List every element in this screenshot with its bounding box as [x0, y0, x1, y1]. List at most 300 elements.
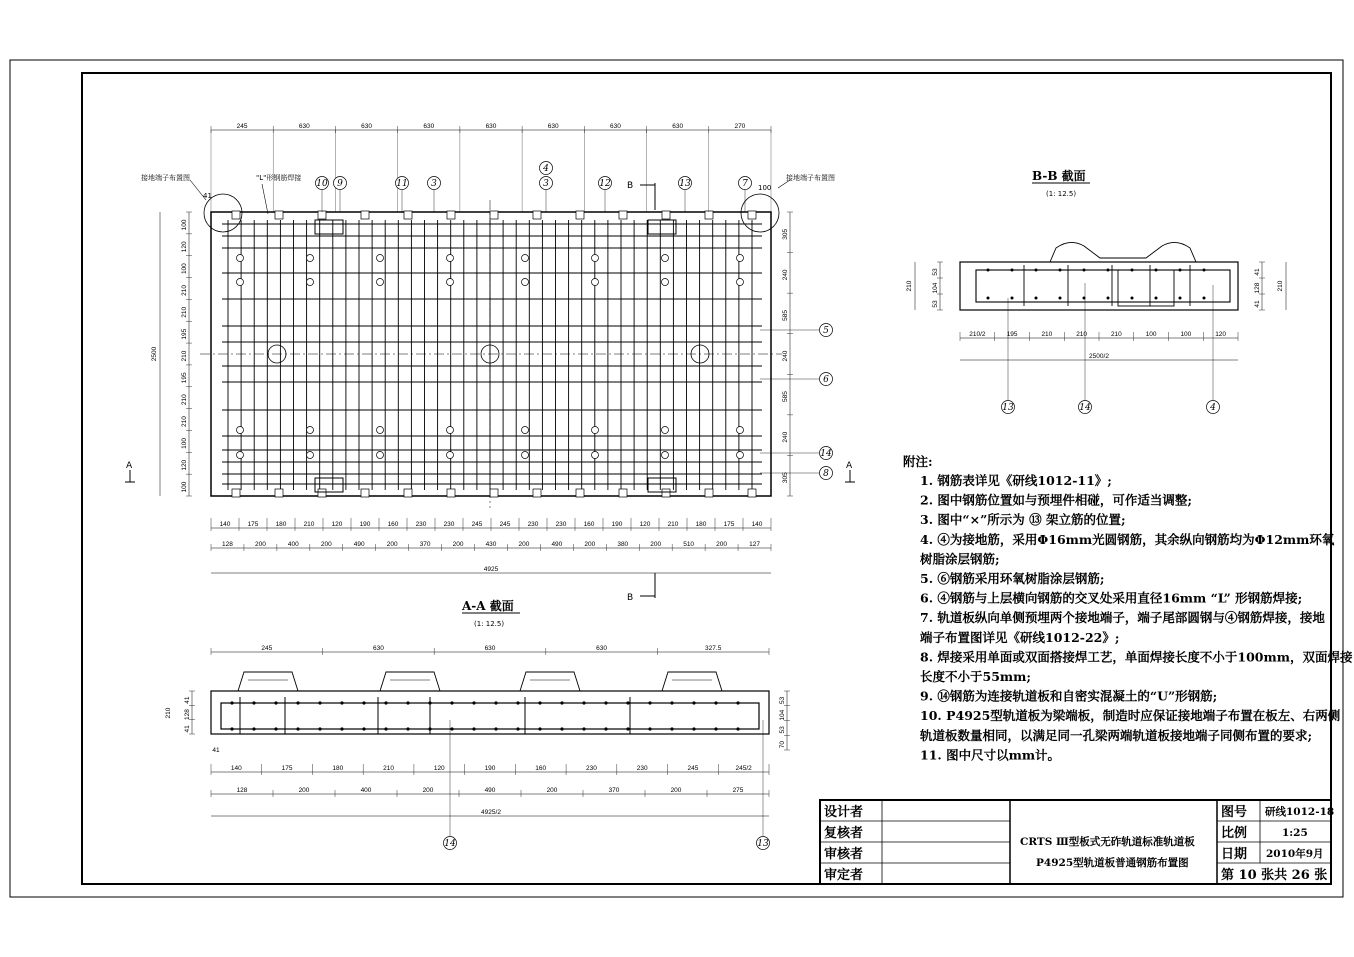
bar-marker-12: 12 — [599, 179, 611, 189]
dim-label: 210 — [181, 306, 188, 318]
dim-label: 175 — [723, 521, 735, 528]
dim-label: 630 — [361, 123, 372, 130]
dim-label: 585 — [782, 391, 789, 403]
dim-label: 120 — [181, 459, 188, 471]
anchor-sleeve — [307, 279, 314, 286]
rebar-dot — [406, 701, 409, 704]
section-bb-outline — [960, 262, 1238, 310]
section-marker-b-top — [627, 181, 655, 210]
rebar-dot — [1179, 297, 1182, 300]
rebar-dot — [1107, 269, 1110, 272]
dim-label: 630 — [485, 123, 497, 130]
anchor-sleeve — [307, 452, 314, 459]
note-line: 7. 轨道板纵向单侧预埋两个接地端子，端子尾部圆钢与④钢筋焊接，接地 — [920, 610, 1325, 626]
edge-pad — [232, 489, 240, 497]
dim-label: 200 — [422, 787, 434, 794]
grounding-callout-left — [141, 173, 242, 232]
edge-pad — [576, 489, 584, 497]
note-line: 6. ④钢筋与上层横向钢筋的交叉处采用直径16mm “L” 形钢筋焊接; — [920, 590, 1303, 606]
dim-label: 490 — [551, 541, 563, 548]
dim-label: 140 — [219, 521, 231, 528]
svg-text:B: B — [627, 181, 634, 191]
anchor-sleeve — [592, 255, 599, 262]
note-line: 树脂涂层钢筋; — [920, 551, 1000, 567]
dim-label: 200 — [320, 541, 332, 548]
section-bb-scale: (1: 12.5) — [1046, 190, 1077, 198]
rebar-dot — [340, 727, 343, 730]
dim-label: 230 — [443, 521, 455, 528]
edge-pad — [619, 211, 627, 219]
anchor-sleeve — [237, 255, 244, 262]
anchor-sleeve — [377, 279, 384, 286]
rebar-dot — [1131, 297, 1134, 300]
dim-label: 510 — [683, 541, 695, 548]
dim-label: 100 — [181, 481, 188, 493]
dim-label: 370 — [608, 787, 620, 794]
rebar-dot — [1035, 297, 1038, 300]
edge-pad — [275, 211, 283, 219]
rebar-dot — [1155, 297, 1158, 300]
grounding-terminal — [315, 220, 343, 234]
dim-label: 245 — [236, 123, 248, 130]
section-marker-a-left — [125, 461, 135, 482]
rebar-dot — [516, 701, 519, 704]
anchor-sleeve — [377, 255, 384, 262]
dim-label: 160 — [583, 521, 595, 528]
dim-label: 630 — [298, 123, 310, 130]
dim-label: 180 — [275, 521, 287, 528]
note-line: 5. ⑥钢筋采用环氧树脂涂层钢筋; — [920, 571, 1105, 586]
dim-label: 210 — [383, 765, 394, 772]
anchor-sleeve — [237, 452, 244, 459]
edge-pad — [447, 211, 455, 219]
rebar-dot — [494, 727, 497, 730]
edge-pad — [705, 211, 713, 219]
dim-label: 70 — [779, 741, 786, 749]
rebar-dot — [692, 727, 695, 730]
dim-41: 41 — [203, 192, 212, 200]
rebar-dot — [274, 701, 277, 704]
role-checker: 复核者 — [824, 826, 864, 841]
dim-label: 275 — [732, 787, 744, 794]
anchor-sleeve — [737, 255, 744, 262]
edge-pad — [447, 489, 455, 497]
rebar-dot — [1107, 297, 1110, 300]
rebar-dot — [1035, 269, 1038, 272]
bar-marker-13: 13 — [1002, 403, 1014, 413]
value-drawing-no: 研线1012-18 — [1265, 806, 1335, 818]
key-drawing-no: 图号 — [1221, 805, 1248, 820]
note-line: 长度不小于55mm; — [920, 669, 1031, 684]
svg-text:A: A — [846, 461, 853, 471]
dim-label: 230 — [555, 521, 567, 528]
dim-label: 128 — [236, 787, 248, 794]
dim-label: 210 — [1110, 331, 1122, 338]
anchor-sleeve — [592, 452, 599, 459]
bar-marker-9: 9 — [337, 179, 343, 189]
rebar-dot — [1203, 269, 1206, 272]
rebar-dot — [648, 727, 651, 730]
section-aa-title: A-A 截面 — [462, 599, 514, 613]
role-designer: 设计者 — [824, 805, 864, 820]
height-label: 210 — [906, 280, 913, 292]
rebar-dot — [384, 701, 387, 704]
length-label: 4925 — [483, 566, 499, 573]
bar-marker-7: 7 — [742, 179, 748, 189]
bar-marker-6: 6 — [823, 375, 829, 385]
rebar-dot — [670, 727, 673, 730]
rebar-dot — [1155, 269, 1158, 272]
rebar-dot — [538, 701, 541, 704]
dim-label: 100 — [1145, 331, 1157, 338]
dim-label: 128 — [222, 541, 233, 548]
height-label: 2500 — [151, 346, 158, 362]
rebar-dot — [472, 727, 475, 730]
dim-label: 120 — [181, 241, 188, 253]
dim-label: 370 — [419, 541, 431, 548]
dim-label: 230 — [636, 765, 648, 772]
note-line: 9. ⑭钢筋为连接轨道板和自密实混凝土的“U”形钢筋; — [920, 688, 1218, 704]
rebar-dot — [340, 701, 343, 704]
notes-block — [903, 454, 1353, 762]
rebar-dot — [670, 701, 673, 704]
edge-pad — [275, 489, 283, 497]
edge-pad — [748, 489, 756, 497]
dim-label: 128 — [184, 709, 191, 720]
length-label: 4925/2 — [481, 809, 501, 816]
section-aa — [165, 598, 790, 850]
rail-seat — [380, 672, 440, 691]
rebar-dot — [362, 701, 365, 704]
dim-label: 41 — [1254, 268, 1261, 276]
edge-pad — [232, 211, 240, 219]
anchor-sleeve — [377, 427, 384, 434]
dim-label: 630 — [423, 123, 435, 130]
rebar-dot — [1059, 297, 1062, 300]
anchor-sleeve — [592, 427, 599, 434]
inner-bar — [1118, 270, 1174, 306]
dim-label: 327.5 — [705, 645, 722, 652]
edge-pad — [705, 489, 713, 497]
edge-pad — [576, 211, 584, 219]
edge-pad — [662, 489, 670, 497]
dim-label: 190 — [611, 521, 623, 528]
dim-label: 195 — [181, 328, 188, 340]
rebar-dot — [1131, 269, 1134, 272]
bar-marker-14: 14 — [444, 839, 456, 849]
value-scale: 1:25 — [1282, 827, 1308, 839]
dim-label: 305 — [782, 228, 789, 240]
rebar-dot — [362, 727, 365, 730]
anchor-sleeve — [592, 279, 599, 286]
rebar-dot — [538, 727, 541, 730]
bar-marker-14: 14 — [820, 449, 832, 459]
rebar-dot — [516, 727, 519, 730]
dim-label: 140 — [751, 521, 763, 528]
dim-label: 53 — [932, 300, 939, 308]
sheet-number: 第 10 张共 26 张 — [1221, 868, 1328, 883]
rebar-dot — [560, 727, 563, 730]
dim-100: 100 — [758, 184, 772, 192]
dim-label: 53 — [779, 696, 786, 704]
rebar-dot — [296, 701, 299, 704]
rebar-dot — [714, 701, 717, 704]
drawing-title-line1: CRTS Ⅲ型板式无砟轨道标准轨道板 — [1020, 836, 1195, 848]
rail-seat — [1050, 242, 1196, 262]
anchor-sleeve — [737, 452, 744, 459]
dim-41: 41 — [212, 747, 220, 754]
rebar-dot — [318, 701, 321, 704]
edge-pad — [361, 211, 369, 219]
rail-seat — [238, 672, 298, 691]
rebar-dot — [230, 727, 233, 730]
dim-label: 630 — [372, 645, 384, 652]
bar-marker-3: 3 — [431, 179, 437, 189]
rebar-dot — [1059, 269, 1062, 272]
dim-label: 210 — [1076, 331, 1088, 338]
dim-label: 190 — [359, 521, 371, 528]
rebar-dot — [1179, 269, 1182, 272]
dim-label: 180 — [332, 765, 344, 772]
dim-label: 120 — [433, 765, 445, 772]
key-scale: 比例 — [1221, 826, 1248, 841]
dim-label: 245 — [261, 645, 273, 652]
anchor-sleeve — [522, 279, 529, 286]
rebar-dot — [318, 727, 321, 730]
edge-pad — [748, 211, 756, 219]
anchor-sleeve — [237, 279, 244, 286]
note-line: 4. ④为接地筋，采用Φ16mm光圆钢筋，其余纵向钢筋均为Φ12mm环氧 — [920, 531, 1335, 547]
rebar-dot — [450, 701, 453, 704]
dim-label: 200 — [254, 541, 266, 548]
dim-label: 175 — [247, 521, 259, 528]
edge-pad — [318, 489, 326, 497]
bar-marker-10: 10 — [316, 179, 328, 189]
anchor-sleeve — [522, 427, 529, 434]
dim-label: 245 — [499, 521, 511, 528]
rebar-dot — [987, 297, 990, 300]
inner-frame — [82, 73, 1331, 884]
anchor-sleeve — [447, 255, 454, 262]
bar-marker-4: 4 — [1210, 403, 1216, 413]
dim-label: 120 — [1215, 331, 1227, 338]
section-marker-b-bottom — [627, 573, 655, 603]
rebar-dot — [736, 701, 739, 704]
dim-label: 380 — [617, 541, 629, 548]
role-approver: 审定者 — [824, 868, 864, 883]
rebar-dot — [714, 727, 717, 730]
anchor-sleeve — [737, 427, 744, 434]
dim-label: 490 — [484, 787, 496, 794]
anchor-sleeve — [377, 452, 384, 459]
bar-marker-13: 13 — [757, 839, 769, 849]
rebar-dot — [274, 727, 277, 730]
bar-marker-5: 5 — [823, 326, 829, 336]
dim-label: 490 — [353, 541, 365, 548]
anchor-sleeve — [447, 427, 454, 434]
dim-label: 100 — [1180, 331, 1192, 338]
edge-pad — [619, 489, 627, 497]
dim-label: 140 — [230, 765, 242, 772]
dim-label: 585 — [782, 309, 789, 321]
rebar-dot — [604, 701, 607, 704]
rebar-dot — [252, 727, 255, 730]
bar-marker-3: 3 — [543, 179, 549, 189]
anchor-sleeve — [662, 279, 669, 286]
note-line: 11. 图中尺寸以mm计。 — [920, 747, 1061, 763]
anchor-sleeve — [447, 452, 454, 459]
edge-pad — [490, 489, 498, 497]
anchor-sleeve — [237, 427, 244, 434]
edge-pad — [404, 489, 412, 497]
dim-label: 160 — [387, 521, 399, 528]
anchor-sleeve — [662, 427, 669, 434]
rebar-dot — [450, 727, 453, 730]
edge-pad — [318, 211, 326, 219]
edge-pad — [533, 211, 541, 219]
anchor-sleeve — [307, 255, 314, 262]
rebar-dot — [987, 269, 990, 272]
dim-label: 240 — [782, 350, 789, 362]
dim-label: 240 — [782, 431, 789, 443]
dim-label: 190 — [484, 765, 496, 772]
dim-label: 200 — [298, 787, 310, 794]
dim-label: 245/2 — [735, 765, 752, 772]
dim-label: 400 — [287, 541, 299, 548]
rebar-dot — [406, 727, 409, 730]
dim-label: 230 — [527, 521, 539, 528]
svg-text:A: A — [126, 461, 133, 471]
callout-right-label: 接地端子布置图 — [786, 174, 835, 182]
dim-label: 245 — [471, 521, 483, 528]
note-line: 10. P4925型轨道板为梁端板，制造时应保证接地端子布置在板左、右两侧 — [920, 708, 1341, 724]
dim-label: 245 — [687, 765, 699, 772]
anchor-sleeve — [662, 452, 669, 459]
rebar-dot — [1083, 269, 1086, 272]
edge-pad — [490, 211, 498, 219]
rail-seat — [520, 672, 580, 691]
dim-label: 210/2 — [969, 331, 986, 338]
dim-label: 53 — [779, 726, 786, 734]
u-bar-outline — [221, 703, 759, 729]
rebar-dot — [1203, 297, 1206, 300]
width-label: 2500/2 — [1089, 353, 1109, 360]
svg-text:B: B — [627, 593, 634, 603]
dim-label: 41 — [1254, 300, 1261, 308]
rebar-dot — [692, 701, 695, 704]
drawing-title-line2: P4925型轨道板普通钢筋布置图 — [1036, 857, 1189, 869]
dim-label: 270 — [734, 123, 746, 130]
u-bar-outline — [976, 270, 1230, 302]
dim-label: 630 — [547, 123, 559, 130]
edge-pad — [404, 211, 412, 219]
dim-label: 240 — [782, 269, 789, 281]
rebar-dot — [582, 727, 585, 730]
grounding-callout-right — [741, 173, 835, 232]
dim-label: 430 — [485, 541, 497, 548]
value-date: 2010年9月 — [1266, 848, 1324, 860]
dim-label: 100 — [181, 263, 188, 275]
dim-label: 210 — [667, 521, 679, 528]
dim-label: 128 — [1254, 282, 1261, 294]
height-label-right: 210 — [1277, 280, 1284, 292]
dim-label: 210 — [181, 350, 188, 362]
dim-label: 120 — [331, 521, 343, 528]
bar-marker-8: 8 — [823, 469, 829, 479]
edge-pad — [662, 211, 670, 219]
dim-label: 160 — [535, 765, 547, 772]
dim-label: 200 — [716, 541, 728, 548]
key-date: 日期 — [1221, 847, 1248, 862]
dim-label: 200 — [518, 541, 530, 548]
height-label: 210 — [165, 707, 172, 719]
dim-label: 127 — [749, 541, 760, 548]
dim-label: 210 — [181, 285, 188, 296]
section-marker-a-right — [845, 461, 855, 482]
rebar-dot — [626, 701, 629, 704]
dim-label: 120 — [639, 521, 651, 528]
dim-label: 195 — [181, 372, 188, 384]
title-block — [820, 800, 1334, 884]
note-line: 2. 图中钢筋位置如与预埋件相碰，可作适当调整; — [920, 492, 1193, 508]
dim-label: 400 — [360, 787, 372, 794]
dim-label: 630 — [672, 123, 684, 130]
anchor-sleeve — [522, 255, 529, 262]
section-aa-outline — [211, 691, 769, 734]
anchor-sleeve — [307, 427, 314, 434]
rebar-dot — [604, 727, 607, 730]
rail-seat — [662, 672, 722, 691]
section-bb — [906, 168, 1286, 414]
dim-label: 200 — [584, 541, 596, 548]
bar-marker-14: 14 — [1079, 403, 1091, 413]
dim-label: 305 — [782, 472, 789, 484]
bar-marker-13: 13 — [679, 179, 691, 189]
dim-label: 210 — [181, 394, 188, 406]
dim-label: 630 — [596, 645, 608, 652]
notes-heading: 附注: — [903, 454, 933, 469]
dim-label: 210 — [1041, 331, 1053, 338]
note-line: 8. 焊接采用单面或双面搭接焊工艺，单面焊接长度不小于100mm，双面焊接 — [920, 649, 1353, 665]
anchor-sleeve — [737, 279, 744, 286]
rebar-dot — [582, 701, 585, 704]
plan-view — [125, 123, 855, 603]
rebar-dot — [384, 727, 387, 730]
dim-label: 200 — [670, 787, 682, 794]
callout-left-label: 接地端子布置图 — [141, 174, 190, 182]
dim-label: 230 — [415, 521, 427, 528]
bar-marker-4: 4 — [543, 164, 549, 174]
rebar-dot — [472, 701, 475, 704]
rebar-dot — [494, 701, 497, 704]
dim-label: 41 — [184, 696, 191, 704]
section-bb-title: B-B 截面 — [1032, 169, 1086, 183]
dim-label: 210 — [303, 521, 315, 528]
rebar-dot — [230, 701, 233, 704]
rebar-dot — [560, 701, 563, 704]
callout-l-bar-label: "L"形钢筋焊接 — [256, 174, 302, 182]
note-line: 1. 钢筋表详见《研线1012-11》; — [920, 473, 1112, 488]
dim-label: 104 — [779, 709, 786, 721]
dim-label: 41 — [184, 725, 191, 733]
note-line: 3. 图中“×”所示为 ⑬ 架立筋的位置; — [920, 512, 1126, 528]
dim-label: 230 — [586, 765, 597, 772]
dim-label: 104 — [932, 282, 939, 294]
dim-label: 53 — [932, 268, 939, 276]
rebar-dot — [252, 701, 255, 704]
anchor-sleeve — [662, 255, 669, 262]
note-line: 端子布置图详见《研线1012-22》; — [920, 629, 1120, 645]
